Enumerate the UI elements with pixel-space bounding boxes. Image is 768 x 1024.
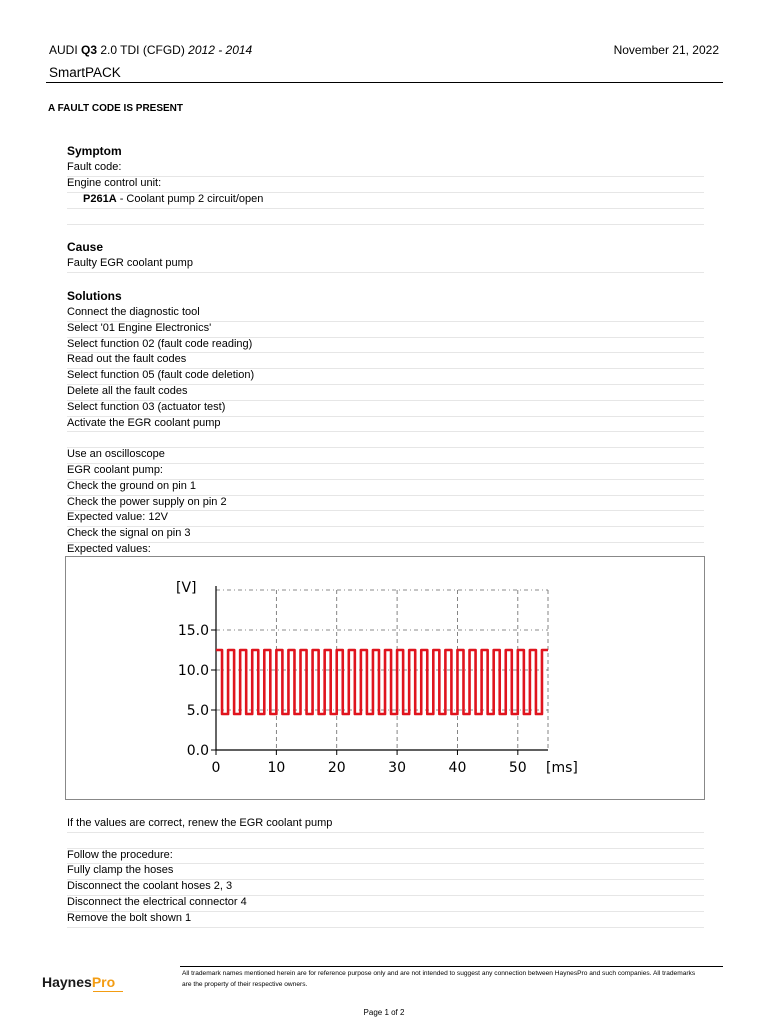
fault-code-description: - Coolant pump 2 circuit/open — [116, 193, 264, 205]
solution-step: Read out the fault codes — [67, 352, 704, 369]
spacer-row — [67, 208, 704, 225]
vehicle-engine: 2.0 TDI (CFGD) — [100, 43, 185, 57]
oscilloscope-chart — [65, 556, 705, 800]
solution-step: Select function 05 (fault code deletion) — [67, 368, 704, 385]
logo-accent: Pro — [91, 974, 116, 990]
x-tick-label: 10 — [267, 760, 286, 776]
solution-step: EGR coolant pump: — [67, 463, 704, 480]
vehicle-model: Q3 — [81, 43, 98, 57]
solution-step: Select function 03 (actuator test) — [67, 400, 704, 417]
fault-code-row — [67, 192, 704, 209]
cause-heading: Cause — [67, 240, 104, 254]
procedure-step: Remove the bolt shown 1 — [67, 911, 704, 928]
solutions-heading: Solutions — [67, 289, 122, 303]
x-tick-label: 0 — [211, 760, 221, 776]
solution-step: Expected values: — [67, 542, 704, 559]
procedure-step: Disconnect the electrical connector 4 — [67, 895, 704, 912]
solution-step: Check the ground on pin 1 — [67, 479, 704, 496]
symptom-row: Fault code: — [67, 160, 704, 177]
procedure-step: Fully clamp the hoses — [67, 863, 704, 880]
symptom-heading: Symptom — [67, 144, 122, 158]
fault-code: P261A — [83, 193, 117, 205]
y-axis-label: [V] — [176, 580, 197, 596]
solution-step: Expected value: 12V — [67, 510, 704, 527]
procedure-step: Disconnect the coolant hoses 2, 3 — [67, 879, 704, 896]
vehicle-make: AUDI — [49, 43, 78, 57]
solution-step: Select function 02 (fault code reading) — [67, 337, 704, 354]
y-tick-label: 5.0 — [186, 703, 209, 719]
logo-underline — [93, 991, 123, 992]
vehicle-years: 2012 - 2014 — [188, 43, 253, 57]
header-divider — [46, 82, 723, 83]
y-tick-label: 10.0 — [177, 663, 209, 679]
procedure-step: Follow the procedure: — [67, 848, 704, 865]
solution-step: Check the signal on pin 3 — [67, 526, 704, 543]
solution-step: Check the power supply on pin 2 — [67, 495, 704, 512]
y-tick-label: 15.0 — [177, 623, 209, 639]
report-date: November 21, 2022 — [613, 43, 719, 57]
disclaimer: All trademark names mentioned herein are for reference purpose only and are not intended to suggest any connection between HaynesPro and such companies. All trademarks are the property of their respective owners. — [182, 970, 696, 988]
solution-step: Connect the diagnostic tool — [67, 305, 704, 322]
oscilloscope-plot — [66, 557, 704, 799]
spacer-row — [67, 431, 704, 448]
fault-heading: A FAULT CODE IS PRESENT — [48, 103, 184, 114]
haynespro-logo — [42, 974, 115, 990]
x-axis-label: [ms] — [546, 760, 578, 776]
procedure-step: If the values are correct, renew the EGR coolant pump — [67, 816, 704, 833]
x-tick-label: 40 — [448, 760, 467, 776]
page-title: SmartPACK — [49, 65, 121, 80]
symptom-row: Engine control unit: — [67, 176, 704, 193]
signal-trace — [216, 650, 548, 714]
solution-step: Use an oscilloscope — [67, 447, 704, 464]
vehicle-title — [49, 43, 252, 57]
page-number: Page 1 of 2 — [363, 1008, 405, 1017]
spacer-row — [67, 832, 704, 849]
cause-row: Faulty EGR coolant pump — [67, 256, 704, 273]
x-tick-label: 50 — [508, 760, 527, 776]
solution-step: Select '01 Engine Electronics' — [67, 321, 704, 338]
y-tick-label: 0.0 — [186, 743, 209, 759]
solution-step: Delete all the fault codes — [67, 384, 704, 401]
x-tick-label: 30 — [388, 760, 407, 776]
solution-step: Activate the EGR coolant pump — [67, 416, 704, 433]
footer-divider — [180, 966, 723, 967]
logo-main: Haynes — [42, 974, 92, 990]
x-tick-label: 20 — [327, 760, 346, 776]
